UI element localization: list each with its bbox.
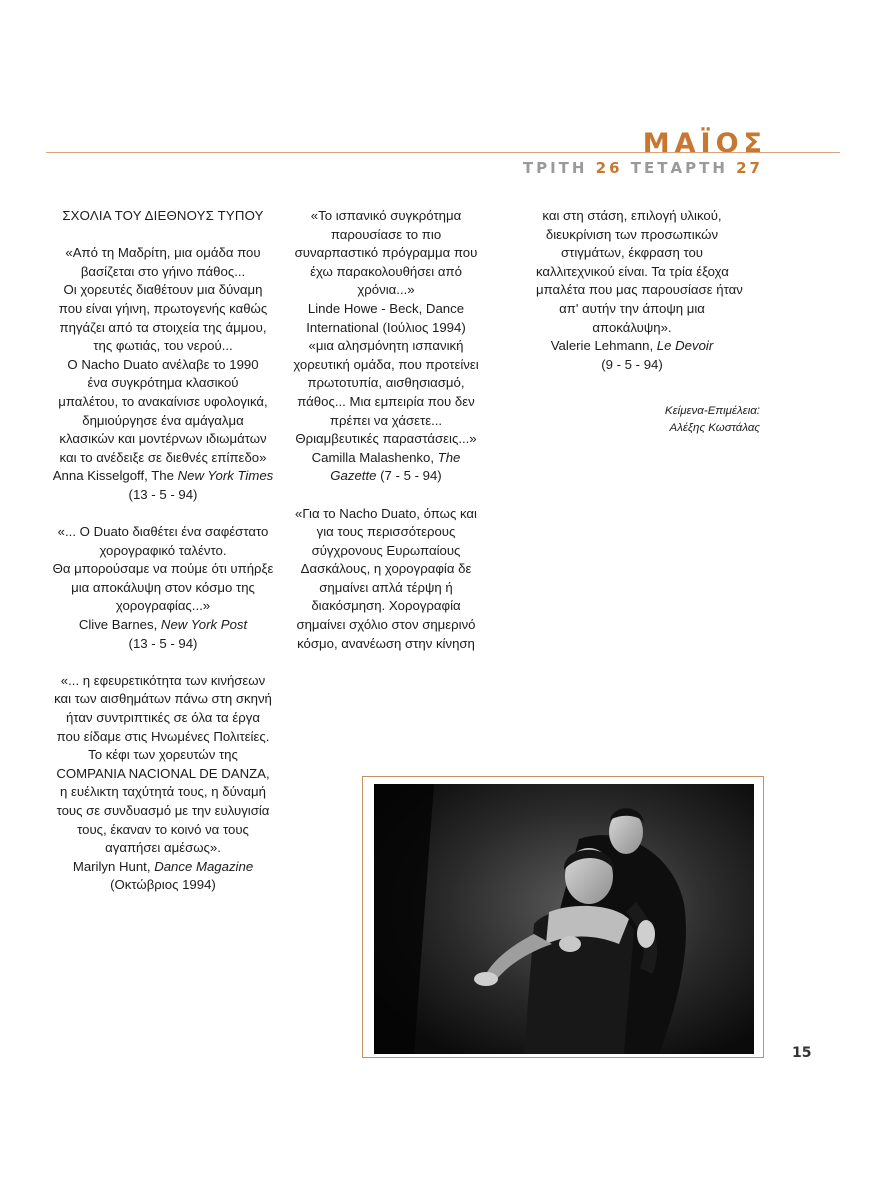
text-line: «... Ο Duato διαθέτει ένα σαφέστατο xyxy=(57,524,269,540)
text-line: σύγχρονους Ευρωπαίους xyxy=(311,542,461,558)
publication-name: Gazette xyxy=(330,468,377,484)
credits-name: Αλέξης Κωστάλας xyxy=(669,422,760,434)
text-line: αποκάλυψη». xyxy=(592,319,672,335)
text-line: χορογραφίας...» xyxy=(115,598,211,614)
text-line: κόσμο, ανανέωση στην κίνηση xyxy=(297,635,475,651)
press-quote-barnes xyxy=(38,523,288,653)
quote-attribution-cont: International (Ιούλιος 1994) xyxy=(306,319,466,335)
text-line: δημιούργησε ένα αμάγαλμα xyxy=(82,412,244,428)
text-line: και στη στάση, επιλογή υλικού, xyxy=(542,208,722,223)
text-line: που είναι γήινη, πρωτογενής καθώς xyxy=(58,300,268,316)
press-quote-duato-choreography xyxy=(286,505,486,654)
press-quote-hunt xyxy=(38,672,288,895)
text-line: χρόνια...» xyxy=(357,282,415,298)
text-line: Θα μπορούσαμε να πούμε ότι υπήρξε xyxy=(52,561,274,577)
text-line: πρέπει να χάσετε... xyxy=(329,412,443,428)
page-number: 15 xyxy=(792,1045,812,1061)
text-line: χορογραφικό ταλέντο. xyxy=(99,542,227,558)
text-line: παρουσίασε το πιο xyxy=(330,226,442,242)
text-line: συναρπαστικό πρόγραμμα που xyxy=(294,245,478,261)
text-line: για τους περισσότερους xyxy=(316,524,456,540)
text-line: Θριαμβευτικές παραστάσεις...» xyxy=(295,431,477,447)
publication-name: New York Post xyxy=(160,617,248,633)
quote-text xyxy=(38,523,288,616)
quote-attribution: Valerie Lehmann, Le Devoir xyxy=(550,338,714,354)
text-line: πρωτοτυπία, αισθησιασμό, xyxy=(307,375,465,391)
section-heading: ΣΧΟΛΙΑ ΤΟΥ ΔΙΕΘΝΟΥΣ ΤΥΠΟΥ xyxy=(62,208,264,223)
text-line: κλασικών και μοντέρνων ιδιωμάτων xyxy=(59,431,267,447)
text-line: που είδαμε στις Ηνωμένες Πολιτείες. xyxy=(56,728,270,744)
credits xyxy=(600,403,760,437)
day1-number: 26 xyxy=(595,159,623,177)
quote-text xyxy=(38,244,288,467)
text-line: ήταν συντριπτικές σε όλα τα έργα xyxy=(66,710,260,726)
quote-date: (13 - 5 - 94) xyxy=(128,635,198,651)
quote-text xyxy=(536,207,743,337)
quote-text xyxy=(286,505,486,654)
quote-attribution: Marilyn Hunt, Dance Magazine xyxy=(72,858,254,874)
publication-name: The xyxy=(437,449,461,465)
quote-text xyxy=(38,672,288,858)
text-line: «Το ισπανικό συγκρότημα xyxy=(310,208,462,223)
text-line: της φωτιάς, του νερού... xyxy=(93,338,233,354)
text-line: «Για το Nacho Duato, όπως και xyxy=(295,505,477,521)
month-title: ΜΑΪΟΣ xyxy=(642,128,767,159)
publication-name: Dance Magazine xyxy=(154,858,254,874)
quote-attribution: Clive Barnes, New York Post xyxy=(78,617,248,633)
text-line: Το κέφι των χορευτών της xyxy=(88,747,238,763)
text-line: «μια αλησμόνητη ισπανική xyxy=(308,338,464,354)
text-line: καλλιτεχνικού είναι. Τα τρία έξοχα xyxy=(536,263,729,279)
text-line: πάθος... Μια εμπειρία που δεν xyxy=(297,393,475,409)
publication-name: New York Times xyxy=(177,468,274,484)
text-line: χορευτική ομάδα, που προτείνει xyxy=(293,356,479,372)
text-line: μπαλέτου, το ανακαίνισε υφολογικά, xyxy=(58,393,268,409)
text-line: η ευέλικτη ταχύτητά τους, η δύναμή xyxy=(60,784,266,800)
text-line: «... η εφευρετικότητα των κινήσεων xyxy=(60,672,266,688)
day2-number: 27 xyxy=(736,159,763,177)
text-line: μπαλέτα που μας παρουσίασε ήταν xyxy=(536,282,743,298)
text-line: τους σε συνδυασμό με την ευλυγισία xyxy=(56,803,270,818)
credits-role: Κείμενα-Επιμέλεια: xyxy=(664,405,760,417)
text-line: Οι χορευτές διαθέτουν μια δύναμη xyxy=(63,282,263,298)
text-line: Δασκάλους, η χορογραφία δε xyxy=(300,561,472,577)
press-quote-howe-beck xyxy=(286,207,486,486)
text-line: στιγμάτων, έκφραση του xyxy=(560,245,704,261)
text-line: και των αισθημάτων πάνω στη σκηνή xyxy=(54,691,272,707)
quote-attribution-2: Camilla Malashenko, The xyxy=(311,449,461,465)
press-quote-kisselgoff xyxy=(38,244,288,504)
text-line: απ' αυτήν την άποψη μια xyxy=(559,300,705,316)
text-line: έχω παρακολουθήσει από xyxy=(310,263,462,279)
photo-frame xyxy=(362,776,764,1058)
quote-attribution: Linde Howe - Beck, Dance xyxy=(307,300,465,316)
quote-text xyxy=(286,207,486,300)
text-line: αγαπήσει αμέσως». xyxy=(105,840,221,856)
header-rule xyxy=(46,152,840,153)
quote-attribution-2-cont: Gazette (7 - 5 - 94) xyxy=(330,468,442,484)
text-line: σημαίνει απλά τέρψη ή xyxy=(319,579,453,595)
text-line: ένα συγκρότημα κλασικού xyxy=(87,375,239,391)
text-line: «Από τη Μαδρίτη, μια ομάδα που xyxy=(65,245,261,261)
text-line: μια αποκάλυψη στον κόσμο της xyxy=(71,579,255,595)
dancers-illustration xyxy=(374,784,754,1054)
day1-name: ΤΡΙΤΗ xyxy=(522,159,588,177)
text-line: πηγάζει από τα στοιχεία της άμμου, xyxy=(59,319,267,335)
publication-name: Le Devoir xyxy=(656,338,714,354)
text-line: και το ανέδειξε σε διεθνές επίπεδο» xyxy=(59,449,267,465)
text-line: βασίζεται στο γήινο πάθος... xyxy=(80,263,246,279)
quote-date: (13 - 5 - 94) xyxy=(128,486,198,502)
text-line: τους, έκαναν το κοινό να τους xyxy=(77,821,249,837)
text-line: διακόσμηση. Χορογραφία xyxy=(311,598,461,614)
dancers-photo xyxy=(374,784,754,1054)
day2-name: ΤΕΤΑΡΤΗ xyxy=(630,159,728,177)
column-2 xyxy=(286,207,486,672)
quote-date: (Οκτώβριος 1994) xyxy=(110,877,216,893)
quote-text-2 xyxy=(286,337,486,449)
text-line: COMPANIA NACIONAL DE DANZA, xyxy=(56,765,270,781)
header-dates xyxy=(523,159,763,177)
column-3 xyxy=(536,207,743,393)
column-1 xyxy=(38,207,288,914)
quote-attribution: Anna Kisselgoff, The New York Times xyxy=(52,468,274,484)
text-line: σημαίνει σχόλιο στον σημερινό xyxy=(296,617,476,633)
text-line: Ο Nacho Duato ανέλαβε το 1990 xyxy=(67,356,259,372)
quote-date: (9 - 5 - 94) xyxy=(601,356,663,372)
press-quote-lehmann xyxy=(536,207,743,374)
text-line: διευκρίνιση των προσωπικών xyxy=(545,226,719,242)
